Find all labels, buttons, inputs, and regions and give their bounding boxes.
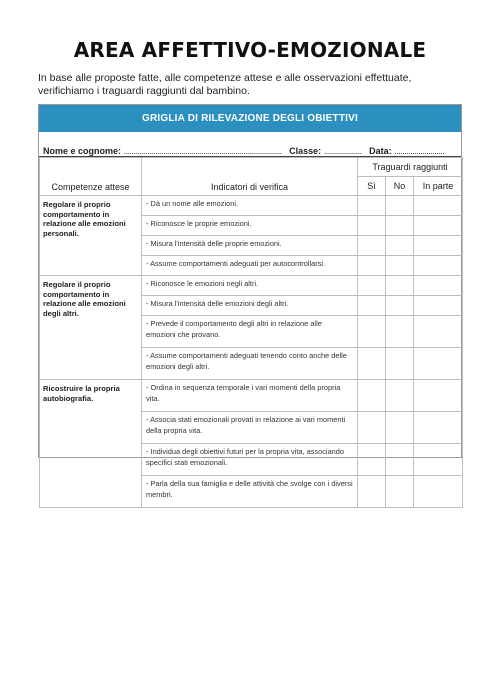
student-info-row — [39, 132, 461, 157]
check-no[interactable] — [386, 296, 414, 316]
indicator-cell: - Misura l'intensità delle emozioni degli altri. — [142, 296, 358, 316]
check-si[interactable] — [358, 444, 386, 476]
indicator-cell: - Riconosce le proprie emozioni. — [142, 216, 358, 236]
check-no[interactable] — [386, 256, 414, 276]
check-inparte[interactable] — [414, 236, 463, 256]
col-header-competenze: Competenze attese — [40, 158, 142, 196]
check-si[interactable] — [358, 296, 386, 316]
date-field[interactable]: ......................... — [394, 146, 445, 156]
indicator-cell: - Assume comportamenti adeguati tenendo conto anche delle emozioni degli altri. — [142, 348, 358, 380]
indicator-cell: - Riconosce le emozioni negli altri. — [142, 276, 358, 296]
assessment-grid — [38, 104, 462, 499]
check-inparte[interactable] — [414, 256, 463, 276]
check-no[interactable] — [386, 196, 414, 216]
check-si[interactable] — [358, 256, 386, 276]
check-inparte[interactable] — [414, 348, 463, 380]
col-header-traguardi: Traguardi raggiunti — [358, 158, 463, 177]
page-title: AREA AFFETTIVO-EMOZIONALE — [73, 38, 427, 62]
check-inparte[interactable] — [414, 412, 463, 444]
indicator-cell: - Dà un nome alle emozioni. — [142, 196, 358, 216]
class-field[interactable]: ................... — [323, 146, 362, 156]
indicator-cell: - Associa stati emozionali provati in relazione ai vari momenti della propria vita. — [142, 412, 358, 444]
name-field[interactable]: ............................................................................... — [123, 146, 282, 156]
check-si[interactable] — [358, 348, 386, 380]
grid-header: GRIGLIA DI RILEVAZIONE DEGLI OBIETTIVI — [39, 105, 461, 132]
check-inparte[interactable] — [414, 380, 463, 412]
date-label: Data: — [369, 146, 392, 156]
check-no[interactable] — [386, 216, 414, 236]
check-inparte[interactable] — [414, 316, 463, 348]
check-inparte[interactable] — [414, 196, 463, 216]
check-no[interactable] — [386, 276, 414, 296]
indicator-cell: - Assume comportamenti adeguati per autocontrollarsi. — [142, 256, 358, 276]
check-no[interactable] — [386, 412, 414, 444]
col-header-si: Sì — [358, 177, 386, 196]
competence-cell: Regolare il proprio comportamento in relazione alle emozioni degli altri. — [40, 276, 142, 380]
table-row — [40, 380, 463, 412]
indicator-cell: - Parla della sua famiglia e delle attività che svolge con i diversi membri. — [142, 476, 358, 508]
check-si[interactable] — [358, 316, 386, 348]
indicator-cell: - Individua degli obiettivi futuri per la propria vita, associando specifici stati emozionali. — [142, 444, 358, 476]
check-inparte[interactable] — [414, 216, 463, 236]
objectives-table — [39, 157, 463, 508]
check-inparte[interactable] — [414, 444, 463, 476]
competence-cell: Ricostruire la propria autobiografia. — [40, 380, 142, 508]
check-inparte[interactable] — [414, 296, 463, 316]
check-si[interactable] — [358, 216, 386, 236]
check-no[interactable] — [386, 316, 414, 348]
check-inparte[interactable] — [414, 276, 463, 296]
check-si[interactable] — [358, 412, 386, 444]
col-header-indicatori: Indicatori di verifica — [142, 158, 358, 196]
check-si[interactable] — [358, 236, 386, 256]
name-label: Nome e cognome: — [43, 146, 122, 156]
check-no[interactable] — [386, 380, 414, 412]
check-si[interactable] — [358, 380, 386, 412]
col-header-no: No — [386, 177, 414, 196]
check-si[interactable] — [358, 196, 386, 216]
indicator-cell: - Ordina in sequenza temporale i vari momenti della propria vita. — [142, 380, 358, 412]
check-inparte[interactable] — [414, 476, 463, 508]
class-label: Classe: — [289, 146, 322, 156]
check-no[interactable] — [386, 236, 414, 256]
col-header-inparte: In parte — [414, 177, 463, 196]
check-no[interactable] — [386, 444, 414, 476]
indicator-cell: - Misura l'intensità delle proprie emozioni. — [142, 236, 358, 256]
intro-text: In base alle proposte fatte, alle competenze attese e alle osservazioni effettuate, verifichiamo i traguardi raggiunti dal bambino. — [38, 72, 412, 97]
table-row — [40, 196, 463, 216]
check-no[interactable] — [386, 348, 414, 380]
table-row — [40, 276, 463, 296]
check-si[interactable] — [358, 476, 386, 508]
indicator-cell: - Prevede il comportamento degli altri in relazione alle emozioni che provano. — [142, 316, 358, 348]
competence-cell: Regolare il proprio comportamento in relazione alle emozioni personali. — [40, 196, 142, 276]
check-si[interactable] — [358, 276, 386, 296]
check-no[interactable] — [386, 476, 414, 508]
